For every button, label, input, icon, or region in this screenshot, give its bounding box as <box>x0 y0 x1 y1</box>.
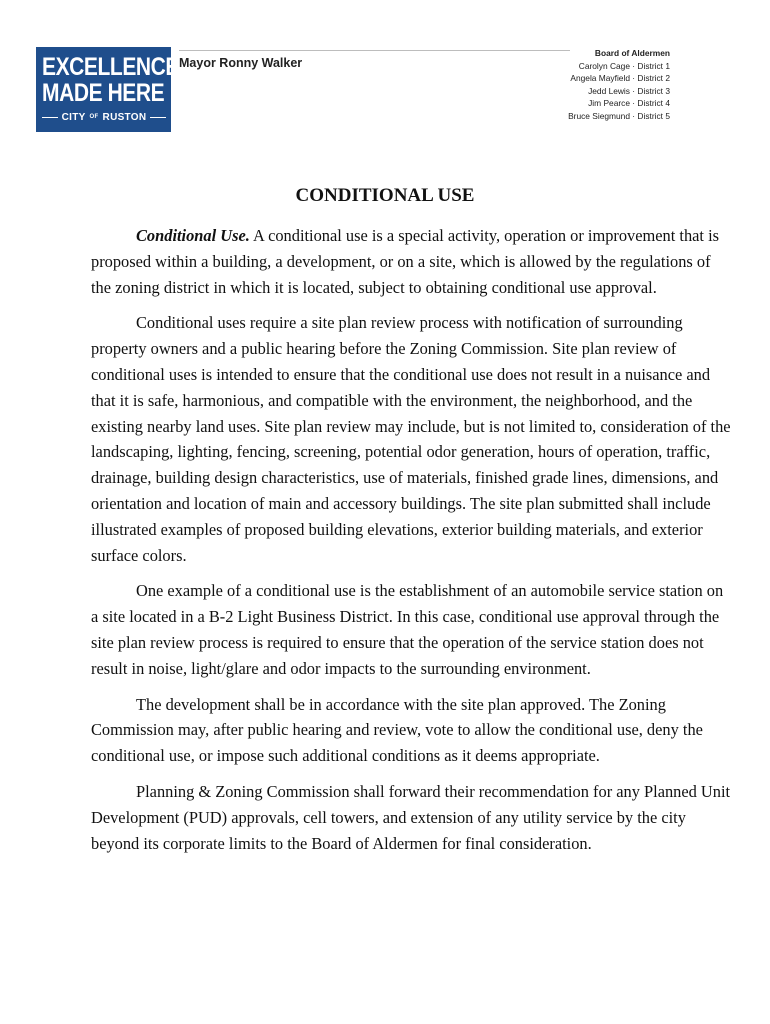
definition-text: A conditional use is a special activity, operation or improvement that is proposed within a building, a development, or on a site, which is allowed by the regulations of the zoning district in which it is located, subject to obtaining conditional use approval. <box>91 226 720 297</box>
board-member: Jim Pearce · District 4 <box>588 98 670 109</box>
paragraph-example: One example of a conditional use is the establishment of an automobile service station on a site located in a B-2 Light Business District. In this case, conditional use approval through the site plan review process is required to ensure that the operation of the service station does not result in noise, light/glare and odor impacts to the surrounding environment. <box>91 581 724 678</box>
board-member: Carolyn Cage · District 1 <box>578 60 670 71</box>
logo-city-band <box>42 112 166 123</box>
logo-rule-left <box>42 117 58 119</box>
board-title: Board of Aldermen <box>594 48 670 58</box>
board-member: Jedd Lewis · District 3 <box>588 85 670 96</box>
header-divider <box>179 50 570 51</box>
document-body <box>91 223 731 866</box>
document-title: CONDITIONAL USE <box>295 185 475 206</box>
paragraph-commission-decision: The development shall be in accordance with the site plan approved. The Zoning Commission may, after public hearing and review, vote to allow the conditional use, deny the conditional use, or impose such additional conditions as it deems appropriate. <box>91 694 703 766</box>
board-of-aldermen <box>568 47 670 123</box>
logo-line-1: EXCELLENCE <box>42 53 179 81</box>
mayor-name: Mayor Ronny Walker <box>179 56 303 70</box>
paragraph-site-plan-review: Conditional uses require a site plan review process with notification of surrounding property owners and a public hearing before the Zoning Commission. Site plan review of conditional uses is intended to ensure that the conditional use does not result in a nuisance and that it is safe, harmonious, and compatible with the environment, the neighborhood, and the existing nearby land uses. Site plan review may include, but is not limited to, consideration of the landscaping, lighting, fencing, screening, potential odor generation, hours of operation, traffic, drainage, building design characteristics, use of materials, finished grade lines, dimensions, and orientation and location of main and accessory buildings. The site plan submitted shall include illustrated examples of proposed building elevations, exterior building materials, and exterior surface colors. <box>91 313 731 565</box>
paragraph-pud-recommendation: Planning & Zoning Commission shall forward their recommendation for any Planned Unit Development (PUD) approvals, cell towers, and extension of any utility service by the city beyond its corporate limits to the Board of Aldermen for final consideration. <box>91 781 731 853</box>
board-member: Bruce Siegmund · District 5 <box>568 110 670 121</box>
logo-line-2: MADE HERE <box>42 79 165 107</box>
city-logo <box>36 47 179 132</box>
defined-term: Conditional Use. <box>136 226 250 245</box>
logo-rule-right <box>150 117 166 119</box>
paragraph-definition <box>91 223 731 300</box>
board-member: Angela Mayfield · District 2 <box>570 73 670 84</box>
logo-city-text: CITY $^{OF}$ RUSTON <box>61 112 147 123</box>
